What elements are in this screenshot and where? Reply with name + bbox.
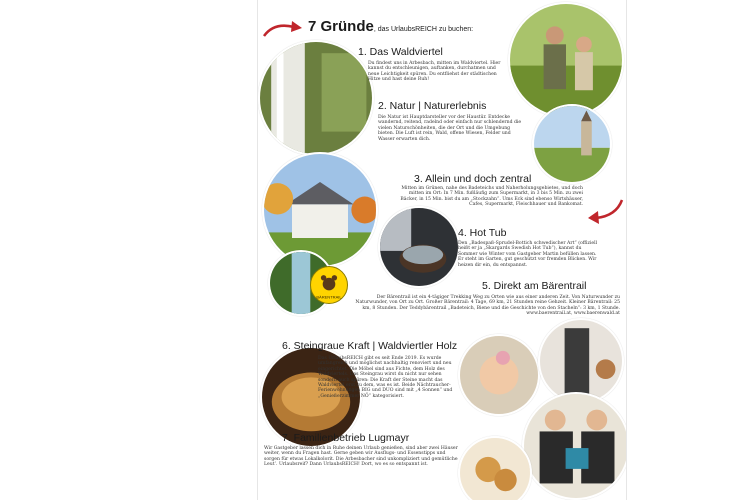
photo-church-landscape <box>532 104 612 184</box>
section-body: Mitten im Grünen, nahe des Badeteichs und Naherholungsgebietes, und doch mitten im Ort: In 7 Min. fußläufig zum Supermarkt, in 3 bis 5 Min. zu zwei Bäcker, in 15 Min. bist du am „Stockzahn“. Ums Eck sind ebenso Wirtshäuser, Cafes, Supermarkt, Fleischhauer und Bankomat. <box>400 186 583 208</box>
section-title: 1. Das Waldviertel <box>358 46 443 58</box>
photo-hot-tub <box>378 206 460 288</box>
section-body: Die Natur ist Hauptdarsteller vor der Haustür. Entdecke wandernd, reitend, radelnd oder einfach nur schlendernd die vielen Naturschönheiten, die der Ort und die Umgebung bieten. Die Luft ist rein, Wald, offene Wiesen, Felder und Wasser erwarten dich. <box>378 115 522 142</box>
section-body: Du findest uns in Arbesbach, mitten im Waldviertel. Hier kannst du entschleunigen, auftanken, durchatmen und neue Leichtigkeit spüren. Du entfliehst der städtischen Hitze und hast deine Ruh! <box>368 61 501 83</box>
red-arrow-icon <box>586 196 626 226</box>
section-title: 2. Natur | Naturerlebnis <box>378 100 487 112</box>
photo-house-autumn <box>262 152 378 268</box>
photo-baby <box>458 334 540 416</box>
baerentrail-logo <box>310 266 348 304</box>
svg-text:BÄRENTRAIL: BÄRENTRAIL <box>316 294 342 300</box>
photo-pastry <box>458 436 532 500</box>
section-body: Das UrlaubsREICH gibt es seit Ende 2019. Es wurde umfangreich und möglichst nachhaltig renoviert und neu eingerichtet. Die Möbel sind aus Fichte, dem Holz des Waldviertels. Das Steingrau wirst du nicht nur sehen sondern auch spüren: Die Kraft der Steine macht das Waldviertel erst zu dem, was es ist. Beide Nächtraucher-Ferienwohnungen BIG und DUO sind mit „4 Sonnen“ und „Genießerzimmer NÖ“ kategorisiert. <box>318 356 453 399</box>
section-title: 5. Direkt am Bärentrail <box>482 280 587 292</box>
photo-hosts-with-book <box>522 392 627 500</box>
brochure-page <box>257 0 627 500</box>
section-title: 7. Familienbetrieb Lugmayr <box>282 432 410 444</box>
photo-room-door <box>538 318 624 404</box>
section-body: Wir Gastgeber lassen dich in Ruhe deinen Urlaub genießen, sind aber zwei Häuser weiter, wenn du Fragen hast. Gerne geben wir Ausflugs- und Essenstipps und sorgen für etwas Lokalkolorit. Die Arbesbacher sind unkompliziert und gemütliche Leut’. Urlaubsreif? Dann UrlaubsREICH! Dort, wo es so entspannt ist. <box>264 446 458 468</box>
photo-waterfall <box>258 40 374 156</box>
red-arrow-icon <box>260 18 304 40</box>
section-body: Der Bärentrail ist ein 4-tägiger Trekking Weg zu Orten wie aus einer anderen Zeit. Von Naturwunder zu Naturwunder, von Ort zu Ort. Großer Bärentrail: 4 Tage, 69 km, 21 Stunden reine Gehzeit. Kleiner Bärentrail: 25 km, 8 Stunden. Der Teddybärentrail „Badeteich, Biene und die Geschichte von den Stacheln“: 3 km, 1 Stunde. www.baerentrail.at, www.baerenwald.at <box>355 295 620 317</box>
photo-hosts-couple <box>508 2 624 118</box>
section-body: Den „Badespaß-Sprudel-Bottich schwedischer Art“ (offiziell heißt er ja „Skargards Swedish Hot Tub“), kannst du Sommer wie Winter vom Gastgeber Martin befüllen lassen. Er steht im Garten, gut geschützt vor fremden Blicken. Wir heizen dir ein, du entspannst. <box>458 241 598 268</box>
section-title: 3. Allein und doch zentral <box>414 173 532 185</box>
page-title: 7 Gründe, das UrlaubsREICH zu buchen: <box>308 18 474 35</box>
section-title: 6. Steingraue Kraft | Waldviertler Holz <box>282 340 458 352</box>
section-title: 4. Hot Tub <box>458 227 507 239</box>
